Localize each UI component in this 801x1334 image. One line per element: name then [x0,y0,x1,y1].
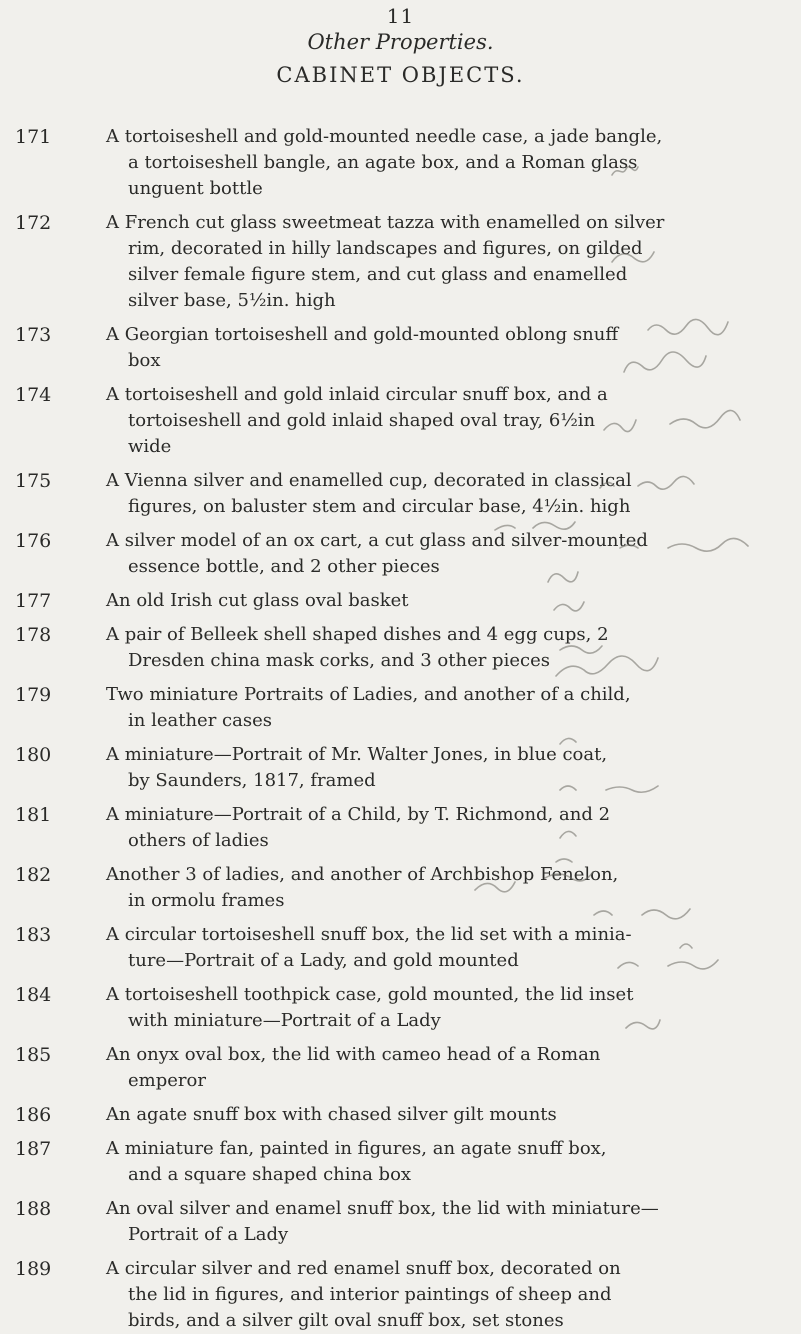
lot-description-line: A miniature—Portrait of Mr. Walter Jones, in blue coat, [106,744,608,765]
lot-item [0,1042,801,1094]
lot-description-line: essence bottle, and 2 other pieces [128,556,440,577]
lot-item [0,528,801,580]
lot-description [106,1042,731,1094]
lot-number: 183 [15,924,52,946]
lot-description [106,1256,731,1334]
lot-description-line: Two miniature Portraits of Ladies, and another of a child, [106,684,631,705]
lot-description-line: A Vienna silver and enamelled cup, decorated in classical [106,470,632,491]
lot-item [0,1196,801,1248]
lot-item [0,1256,801,1334]
lot-description [106,1136,731,1188]
lot-description-line: emperor [128,1070,206,1091]
lot-description-line: with miniature—Portrait of a Lady [128,1010,441,1031]
lot-description [106,210,731,314]
lot-description-line: others of ladies [128,830,269,851]
lot-description-line: unguent bottle [128,178,263,199]
lot-item [0,322,801,374]
lot-description-line: figures, on baluster stem and circular base, 4½in. high [128,496,631,517]
lot-description [106,468,731,520]
lot-number: 181 [15,804,52,826]
lot-item [0,382,801,460]
lot-description-line: Another 3 of ladies, and another of Archbishop Fenelon, [106,864,619,885]
lot-number: 174 [15,384,52,406]
lot-description-line: in leather cases [128,710,272,731]
lot-description-line: rim, decorated in hilly landscapes and figures, on gilded [128,238,643,259]
lot-description-line: A miniature—Portrait of a Child, by T. Richmond, and 2 [106,804,611,825]
lot-item [0,742,801,794]
lot-description-line: Portrait of a Lady [128,1224,289,1245]
lot-description [106,742,731,794]
lot-description-line: A silver model of an ox cart, a cut glass and silver-mounted [106,530,648,551]
lot-description [106,922,731,974]
lot-item [0,210,801,314]
lot-description [106,124,731,202]
lot-number: 189 [15,1258,52,1280]
lot-description-line: A circular tortoiseshell snuff box, the lid set with a minia- [106,924,632,945]
lot-item [0,922,801,974]
lot-number: 180 [15,744,52,766]
lot-description-line: a tortoiseshell bangle, an agate box, and a Roman glass [128,152,638,173]
lot-description-line: A Georgian tortoiseshell and gold-mounted oblong snuff [106,324,619,345]
section-subtitle: Other Properties. [307,30,494,54]
lot-description [106,982,731,1034]
lot-number: 186 [15,1104,52,1126]
lot-item [0,124,801,202]
lot-number: 184 [15,984,52,1006]
lot-description-line: An agate snuff box with chased silver gilt mounts [106,1104,557,1125]
lot-number: 172 [15,212,52,234]
lot-description [106,682,731,734]
lot-description-line: A circular silver and red enamel snuff box, decorated on [106,1258,621,1279]
lot-number: 187 [15,1138,52,1160]
lot-item [0,982,801,1034]
lot-number: 173 [15,324,52,346]
lot-description [106,322,731,374]
lot-description-line: A tortoiseshell and gold inlaid circular snuff box, and a [106,384,608,405]
lot-description-line: A miniature fan, painted in figures, an agate snuff box, [106,1138,607,1159]
lot-description-line: tortoiseshell and gold inlaid shaped oval tray, 6½in [128,410,596,431]
lot-description-line: silver base, 5½in. high [128,290,336,311]
lot-description-line: and a square shaped china box [128,1164,412,1185]
lot-number: 175 [15,470,52,492]
lot-item [0,802,801,854]
lot-description-line: A French cut glass sweetmeat tazza with enamelled on silver [106,212,665,233]
lot-description [106,588,731,614]
lot-description [106,622,731,674]
lot-item [0,682,801,734]
lot-description-line: in ormolu frames [128,890,285,911]
lot-description-line: An onyx oval box, the lid with cameo head of a Roman [106,1044,601,1065]
lot-item [0,588,801,614]
lot-description-line: A pair of Belleek shell shaped dishes and 4 egg cups, 2 [106,624,609,645]
lot-description [106,382,731,460]
lot-description-line: A tortoiseshell toothpick case, gold mounted, the lid inset [106,984,634,1005]
lot-number: 171 [15,126,52,148]
lot-number: 177 [15,590,52,612]
lot-description-line: A tortoiseshell and gold-mounted needle case, a jade bangle, [106,126,663,147]
lot-description-line: An old Irish cut glass oval basket [106,590,409,611]
lot-number: 182 [15,864,52,886]
page-number: 11 [386,4,415,28]
lot-number: 176 [15,530,52,552]
lot-description [106,1196,731,1248]
lot-number: 179 [15,684,52,706]
lot-description-line: the lid in figures, and interior paintings of sheep and [128,1284,612,1305]
lot-number: 185 [15,1044,52,1066]
lot-description-line: wide [128,436,172,457]
lot-description-line: Dresden china mask corks, and 3 other pieces [128,650,550,671]
section-title: CABINET OBJECTS. [276,63,525,87]
lot-item [0,1136,801,1188]
lot-number: 178 [15,624,52,646]
lot-description [106,802,731,854]
lot-item [0,622,801,674]
lot-description [106,862,731,914]
lot-description-line: box [128,350,161,371]
lot-item [0,468,801,520]
lot-description-line: silver female figure stem, and cut glass and enamelled [128,264,628,285]
lot-description [106,528,731,580]
lot-number: 188 [15,1198,52,1220]
lot-description [106,1102,731,1128]
lot-description-line: by Saunders, 1817, framed [128,770,376,791]
lot-description-line: ture—Portrait of a Lady, and gold mounted [128,950,519,971]
lot-description-line: An oval silver and enamel snuff box, the lid with miniature— [106,1198,659,1219]
lot-item [0,1102,801,1128]
lot-item [0,862,801,914]
lot-description-line: birds, and a silver gilt oval snuff box, set stones [128,1310,564,1331]
